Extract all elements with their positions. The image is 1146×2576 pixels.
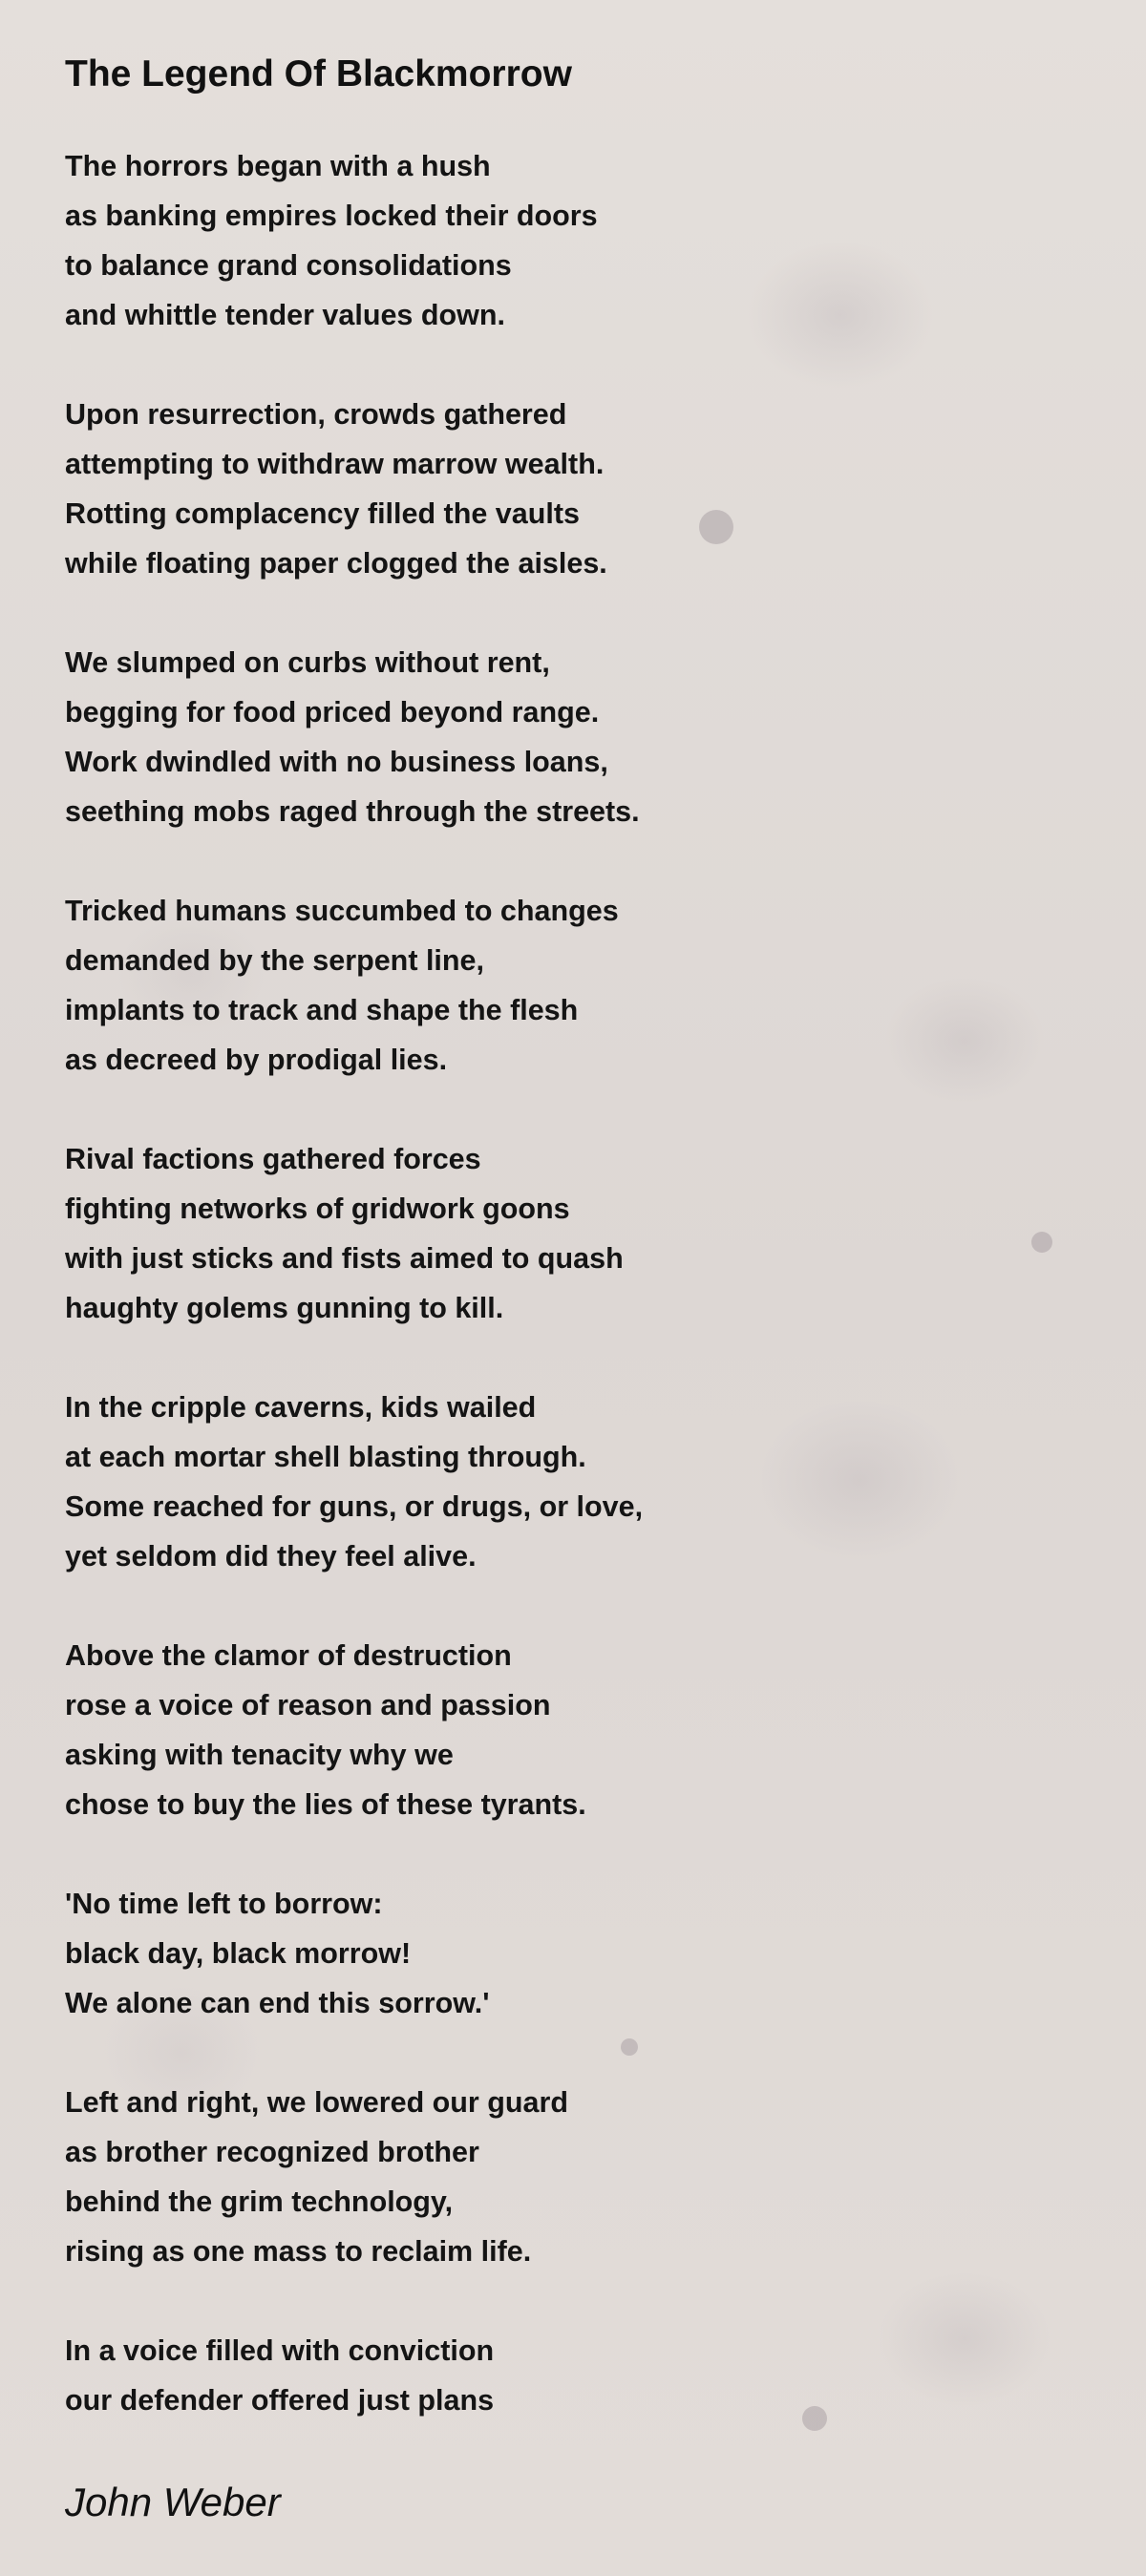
poem-line: as brother recognized brother xyxy=(65,2136,479,2168)
poem-line: seething mobs raged through the streets. xyxy=(65,795,640,828)
poem-stanza xyxy=(65,2326,1077,2425)
poem-line: begging for food priced beyond range. xyxy=(65,696,600,728)
poem-author: John Weber xyxy=(65,2480,281,2524)
poem-line: fighting networks of gridwork goons xyxy=(65,1193,570,1225)
poem-stanza xyxy=(65,1879,1077,2028)
poem-line: rose a voice of reason and passion xyxy=(65,1689,551,1721)
poem-line: The horrors began with a hush xyxy=(65,150,491,182)
poem-line: Above the clamor of destruction xyxy=(65,1639,512,1672)
poem-line: Work dwindled with no business loans, xyxy=(65,746,608,778)
poem-line: with just sticks and fists aimed to quash xyxy=(65,1242,624,1275)
poem-line: yet seldom did they feel alive. xyxy=(65,1540,477,1573)
poem-line: demanded by the serpent line, xyxy=(65,944,484,977)
poem-body xyxy=(65,141,1077,2425)
poem-line: our defender offered just plans xyxy=(65,2384,495,2417)
poem-stanza xyxy=(65,141,1077,340)
poem-line: as decreed by prodigal lies. xyxy=(65,1044,448,1076)
poem-line: black day, black morrow! xyxy=(65,1937,412,1970)
poem-line: 'No time left to borrow: xyxy=(65,1888,383,1920)
poem-stanza xyxy=(65,2078,1077,2276)
poem-line: asking with tenacity why we xyxy=(65,1739,454,1771)
poem-line: Left and right, we lowered our guard xyxy=(65,2086,569,2119)
poem-line: Tricked humans succumbed to changes xyxy=(65,895,619,927)
poem-line: Rotting complacency filled the vaults xyxy=(65,497,580,530)
poem-stanza xyxy=(65,1631,1077,1829)
poem-line: chose to buy the lies of these tyrants. xyxy=(65,1788,586,1821)
poem xyxy=(65,52,1077,2475)
poem-line: attempting to withdraw marrow wealth. xyxy=(65,448,605,480)
poem-line: at each mortar shell blasting through. xyxy=(65,1441,586,1473)
poem-line: rising as one mass to reclaim life. xyxy=(65,2235,532,2268)
poem-line: In the cripple caverns, kids wailed xyxy=(65,1391,537,1424)
poem-line: and whittle tender values down. xyxy=(65,299,505,331)
poem-stanza xyxy=(65,886,1077,1085)
poem-line: behind the grim technology, xyxy=(65,2185,454,2218)
poem-line: We alone can end this sorrow.' xyxy=(65,1987,490,2019)
poem-line: haughty golems gunning to kill. xyxy=(65,1292,504,1324)
poem-stanza xyxy=(65,638,1077,836)
poem-stanza xyxy=(65,1383,1077,1581)
poem-line: In a voice filled with conviction xyxy=(65,2334,495,2367)
poem-line: Upon resurrection, crowds gathered xyxy=(65,398,567,431)
poem-stanza xyxy=(65,1134,1077,1333)
poem-line: as banking empires locked their doors xyxy=(65,200,598,232)
poem-line: while floating paper clogged the aisles. xyxy=(65,547,607,580)
poem-title: The Legend Of Blackmorrow xyxy=(65,53,572,95)
poem-line: to balance grand consolidations xyxy=(65,249,512,282)
poem-line: We slumped on curbs without rent, xyxy=(65,646,550,679)
poem-line: implants to track and shape the flesh xyxy=(65,994,579,1026)
poem-line: Some reached for guns, or drugs, or love, xyxy=(65,1490,644,1523)
poem-stanza xyxy=(65,390,1077,588)
poem-line: Rival factions gathered forces xyxy=(65,1143,481,1175)
